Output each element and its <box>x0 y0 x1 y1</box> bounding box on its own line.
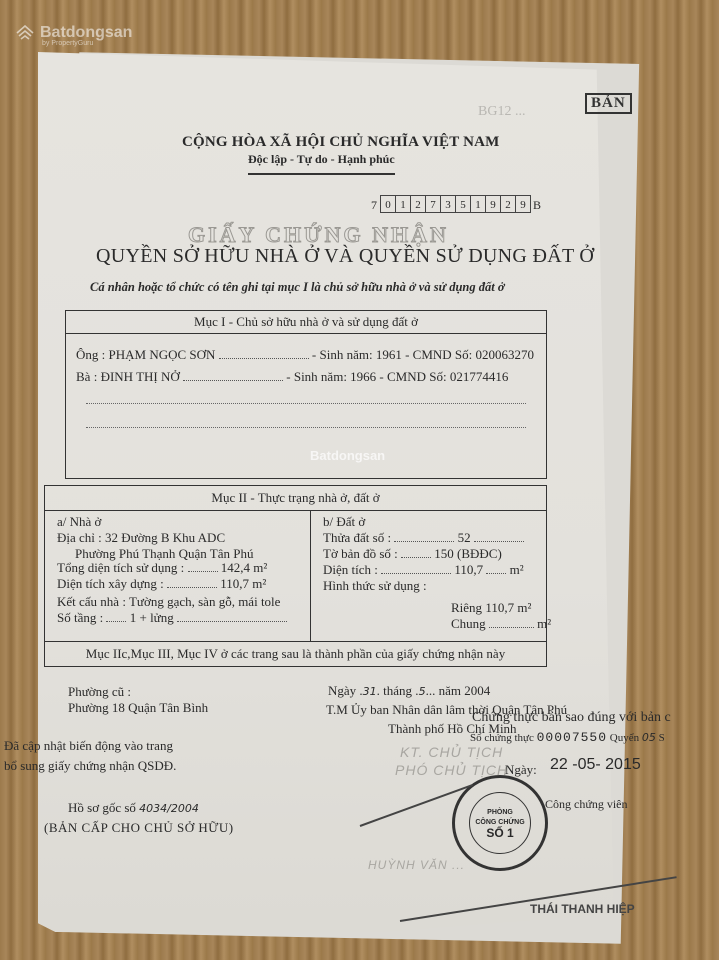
plot-value: 52 <box>457 530 471 545</box>
motto: Độc lập - Tự do - Hạnh phúc <box>248 152 395 175</box>
owner-title: Bà : <box>76 369 98 384</box>
seal-text: SỐ 1 <box>486 826 514 840</box>
old-ward-value: Phường 18 Quận Tân Bình <box>68 700 209 715</box>
built-area-label: Diện tích xây dựng : <box>57 576 164 591</box>
certification-line: Chứng thực bản sao đúng với bản c <box>472 710 671 725</box>
original-file-number: 4034/2004 <box>139 802 199 815</box>
section-note: Mục IIc,Mục III, Mục IV ở các trang sau là thành phần của giấy chứng nhận này <box>44 641 547 667</box>
section-property-header: Mục II - Thực trạng nhà ở, đất ở <box>45 486 546 511</box>
floors-label: Số tầng : <box>57 610 104 625</box>
signer-role2: PHÓ CHỦ TỊCH <box>395 762 509 778</box>
owner-title: Ông : <box>76 347 106 362</box>
floors-value: 1 + lửng <box>129 610 174 625</box>
authority-line1: T.M Ủy ban Nhân dân lâm thời Quận Tân Phú <box>326 702 568 717</box>
year-label: ... năm <box>425 683 461 698</box>
structure-row <box>57 594 280 610</box>
serial-digit: 3 <box>440 195 456 213</box>
map-row <box>323 546 502 562</box>
original-file-label: Hồ sơ gốc số <box>68 800 136 815</box>
land-label: b/ Đất ở <box>323 514 366 529</box>
shared-label: Chung <box>451 616 486 631</box>
map-value: 150 (BĐĐC) <box>434 546 502 561</box>
day-label: Ngày . <box>328 683 363 698</box>
cert-number-value: 00007550 <box>536 730 608 745</box>
land-column <box>311 510 552 641</box>
issued-for: (BẢN CẤP CHO CHỦ SỞ HỮU) <box>44 820 234 835</box>
center-watermark: Batdongsan <box>310 448 386 463</box>
notary-label: Công chứng viên <box>545 797 628 811</box>
original-file-row <box>68 800 199 816</box>
land-area-label: Diện tích : <box>323 562 378 577</box>
floors-row <box>57 610 287 626</box>
month-value: 5 <box>418 685 426 698</box>
serial-digit: 2 <box>410 195 426 213</box>
serial-digit: 9 <box>515 195 531 213</box>
serial-digit: 5 <box>455 195 471 213</box>
copy-stamp: BẢN <box>585 93 632 114</box>
shared-value <box>489 627 534 628</box>
book-value: 05 <box>641 731 656 744</box>
owner-birth-id: - Sinh năm: 1961 - CMND Số: 020063270 <box>311 347 535 362</box>
structure-label: Kết cấu nhà : <box>57 594 126 609</box>
certification-number-row <box>470 730 665 745</box>
faint-marks: BG12 ... <box>478 104 526 119</box>
owner-name: ĐINH THỊ NỞ <box>100 369 180 384</box>
built-area-row <box>57 576 266 592</box>
notary-name: THÁI THANH HIỆP <box>530 902 635 916</box>
unit: m² <box>517 600 532 615</box>
plot-label: Thửa đất số : <box>323 530 392 545</box>
signer-role1: KT. CHỦ TỊCH <box>400 744 504 760</box>
cert-date-label: Ngày: <box>505 762 537 777</box>
structure-value: Tường gạch, sàn gỗ, mái tole <box>128 594 281 609</box>
built-area-value: 110,7 <box>220 576 249 591</box>
certificate-title: QUYỀN SỞ HỮU NHÀ Ở VÀ QUYỀN SỬ DỤNG ĐẤT Ở <box>96 245 595 267</box>
shared-row <box>451 616 551 632</box>
private-row <box>451 600 531 616</box>
note-line1: Đã cập nhật biến động vào trang <box>4 738 173 753</box>
seal-text: PHÒNG <box>487 809 513 816</box>
house-column <box>45 510 311 641</box>
section-owners <box>65 310 547 479</box>
old-ward-label: Phường cũ : <box>68 684 132 699</box>
book-suffix: S <box>658 732 665 744</box>
unit: m² <box>537 616 552 631</box>
cert-date-value: 22 -05- 2015 <box>550 756 641 773</box>
private-value: 110,7 <box>485 600 515 615</box>
section-owners-header: Mục I - Chủ sở hữu nhà ở và sử dụng đất ở <box>66 311 546 334</box>
blank-line <box>86 393 526 404</box>
issue-date <box>328 683 490 699</box>
watermark-brand: Batdongsan <box>40 24 133 41</box>
total-area-row <box>57 560 267 576</box>
serial-digit: 1 <box>395 195 411 213</box>
address-row <box>57 530 225 546</box>
month-label: . tháng . <box>376 683 419 698</box>
blank-line <box>86 417 526 428</box>
authority-line2: Thành phố Hồ Chí Minh <box>388 721 517 736</box>
signer-name-faint: HUỲNH VĂN ... <box>368 858 466 872</box>
land-area-value: 110,7 <box>454 562 484 577</box>
seal-center <box>469 792 531 854</box>
serial-digit: 7 <box>425 195 441 213</box>
unit: m² <box>252 576 267 591</box>
year-value: 2004 <box>464 683 491 698</box>
owner-row <box>76 347 534 363</box>
day-value: 31 <box>362 685 377 698</box>
serial-digit: 1 <box>470 195 486 213</box>
total-area-label: Tổng diện tích sử dụng : <box>57 560 185 575</box>
cert-number-label: Số chứng thực <box>470 732 534 744</box>
section-property <box>44 485 552 642</box>
certificate-subtitle: Cá nhân hoặc tổ chức có tên ghi tại mục I là chủ sở hữu nhà ở và sử dụng đất ở <box>90 280 505 294</box>
usage-label: Hình thức sử dụng : <box>323 578 427 593</box>
house-logo-icon <box>16 25 34 41</box>
address-value: 32 Đường B Khu ADC <box>105 530 226 545</box>
unit: m² <box>509 562 524 577</box>
unit: m² <box>253 560 268 575</box>
address-label: Địa chỉ : <box>57 530 102 545</box>
plot-row <box>323 530 524 546</box>
certificate-heading: GIẤY CHỨNG NHẬN <box>188 222 449 247</box>
address-line2: Phường Phú Thạnh Quận Tân Phú <box>75 546 254 561</box>
owner-name: PHẠM NGỌC SƠN <box>108 347 216 362</box>
seal-text: CÔNG CHỨNG <box>475 819 525 826</box>
serial-prefix: 7 <box>371 198 377 212</box>
map-label: Tờ bản đồ số : <box>323 546 398 561</box>
batdongsan-watermark <box>16 24 132 47</box>
serial-digit: 0 <box>380 195 396 213</box>
serial-digit: 2 <box>500 195 516 213</box>
serial-digit: 9 <box>485 195 501 213</box>
note-line2: bổ sung giấy chứng nhận QSDĐ. <box>4 758 177 773</box>
house-label: a/ Nhà ở <box>57 514 102 529</box>
owner-birth-id: - Sinh năm: 1966 - CMND Số: 021774416 <box>286 369 509 384</box>
notary-seal <box>452 775 548 871</box>
private-label: Riêng <box>451 600 483 615</box>
land-area-row <box>323 562 524 578</box>
watermark-sub: by PropertyGuru <box>42 40 94 47</box>
owner-row <box>76 369 508 385</box>
serial-suffix: B <box>533 198 542 212</box>
serial-number <box>368 195 544 213</box>
book-label: Quyển <box>609 732 640 744</box>
total-area-value: 142,4 <box>220 560 251 575</box>
national-title: CỘNG HÒA XÃ HỘI CHỦ NGHĨA VIỆT NAM <box>182 134 500 150</box>
